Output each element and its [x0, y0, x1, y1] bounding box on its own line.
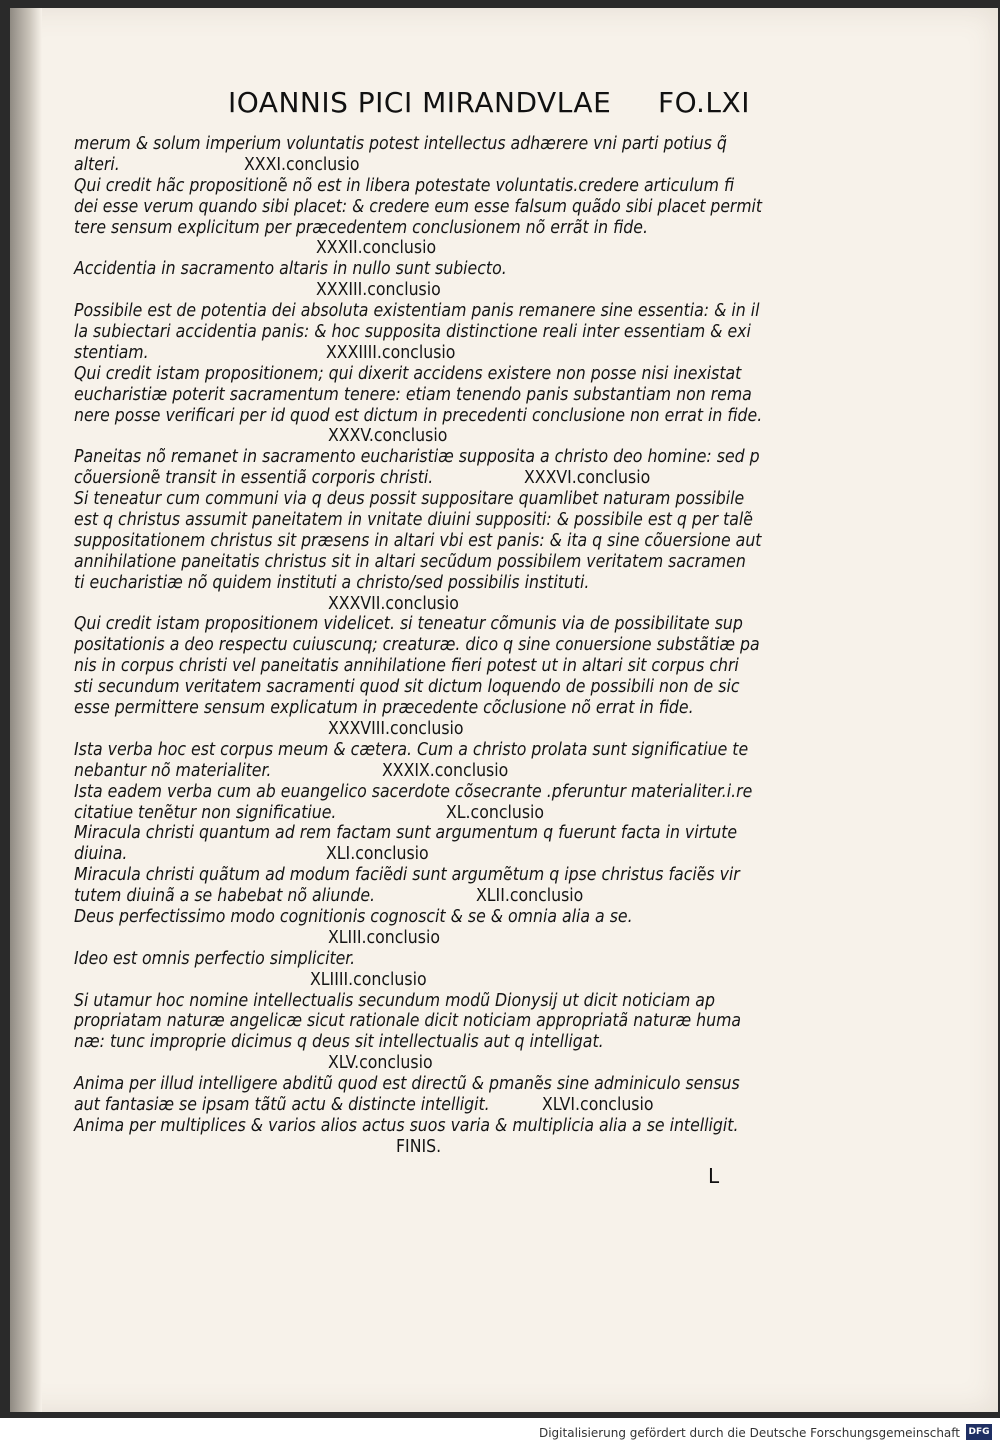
conclusio-heading: XLII.conclusio	[476, 886, 584, 907]
conclusio-heading: XXXIX.conclusio	[382, 760, 509, 781]
page-gutter	[10, 8, 42, 1412]
text-line	[74, 385, 764, 406]
conclusio-heading: XLIII.conclusio	[328, 927, 440, 948]
line-text: Si teneatur cum communi via q deus possit suppositare quamlibet naturam possibile	[74, 489, 745, 510]
text-line	[74, 1074, 764, 1095]
line-text: suppositationem christus sit præsens in altari vbi est panis: & ita q sine cõuersione aut	[74, 530, 762, 551]
funding-notice: Digitalisierung gefördert durch die Deutsche Forschungsgemeinschaft	[538, 1426, 960, 1440]
text-line	[74, 656, 764, 677]
line-text: sti secundum veritatem sacramenti quod sit dictum loquendo de possibili non de sic	[74, 677, 740, 698]
text-line	[74, 1137, 764, 1158]
line-text: positationis a deo respectu cuiuscunq; creaturæ. dico q sine conuersione substãtiæ pa	[74, 635, 760, 656]
line-text: est q christus assumit paneitatem in vnitate diuini suppositi: & possibile est q per talẽ	[74, 510, 753, 531]
running-title: IOANNIS PICI MIRANDVLAE	[228, 86, 612, 119]
folio-number: FO.LXI	[658, 86, 750, 119]
conclusio-heading: XXXIIII.conclusio	[326, 342, 456, 363]
text-line	[74, 698, 764, 719]
line-text: Deus perfectissimo modo cognitionis cognoscit & se & omnia alia a se.	[74, 906, 633, 927]
conclusio-heading: XL.conclusio	[446, 802, 545, 823]
line-text: nebantur nõ materialiter.	[74, 760, 272, 781]
conclusio-heading: XLVI.conclusio	[542, 1094, 654, 1115]
text-line	[74, 468, 764, 489]
line-text: Miracula christi quãtum ad modum faciẽdi sunt argumẽtum q ipse christus faciẽs vir	[74, 865, 740, 886]
text-line	[74, 155, 764, 176]
text-line	[74, 447, 764, 468]
text-line	[74, 594, 764, 615]
conclusio-heading: XXXIII.conclusio	[316, 280, 441, 301]
line-text: alteri.	[74, 154, 120, 175]
line-text: aut fantasiæ se ipsam tãtũ actu & distincte intelligit.	[74, 1094, 490, 1115]
text-line	[74, 614, 764, 635]
conclusio-heading: XLV.conclusio	[328, 1053, 433, 1074]
line-text: annihilatione paneitatis christus sit in altari secũdum possibilem veritatem sacramen	[74, 551, 746, 572]
line-text: diuina.	[74, 844, 128, 865]
signature-mark: L	[708, 1164, 720, 1188]
text-line	[74, 259, 764, 280]
text-line	[74, 176, 764, 197]
line-text: eucharistiæ poterit sacramentum tenere: etiam tenendo panis substantiam non rema	[74, 384, 752, 405]
text-line	[74, 844, 764, 865]
conclusio-heading: XXXVIII.conclusio	[328, 718, 464, 739]
text-line	[74, 865, 764, 886]
conclusio-heading: XXXI.conclusio	[244, 154, 360, 175]
line-text: Ideo est omnis perfectio simpliciter.	[74, 948, 356, 969]
text-line	[74, 907, 764, 928]
line-text: Si utamur hoc nomine intellectualis secundum modũ Dionysij ut dicit noticiam ap	[74, 990, 715, 1011]
text-line	[74, 928, 764, 949]
text-line	[74, 280, 764, 301]
line-text: cõuersionẽ transit in essentiã corporis christi.	[74, 468, 434, 489]
line-text: merum & solum imperium voluntatis potest intellectus adhærere vni parti potius q̃	[74, 134, 727, 154]
text-line	[74, 1095, 764, 1116]
footer-bar	[0, 1418, 1000, 1448]
text-line	[74, 677, 764, 698]
text-line	[74, 531, 764, 552]
line-text: tutem diuinã a se habebat nõ aliunde.	[74, 886, 376, 907]
conclusio-heading: XXXII.conclusio	[316, 238, 437, 259]
text-line	[74, 991, 764, 1012]
line-text: propriatam naturæ angelicæ sicut rationale dicit noticiam appropriatã naturæ huma	[74, 1011, 742, 1032]
text-line	[74, 197, 764, 218]
text-line	[74, 301, 764, 322]
text-line	[74, 510, 764, 531]
text-line	[74, 803, 764, 824]
line-text: ti eucharistiæ nõ quidem instituti a christo/sed possibilis instituti.	[74, 572, 590, 593]
dfg-logo: DFG	[966, 1424, 992, 1440]
text-line	[74, 782, 764, 803]
text-line	[74, 364, 764, 385]
text-line	[74, 343, 764, 364]
text-line	[74, 489, 764, 510]
line-text: Anima per illud intelligere abditũ quod est directũ & pmanẽs sine adminiculo sensus	[74, 1074, 740, 1095]
text-line	[74, 218, 764, 239]
text-line	[74, 886, 764, 907]
text-line	[74, 1011, 764, 1032]
text-line	[74, 949, 764, 970]
text-line	[74, 761, 764, 782]
conclusio-heading: XLI.conclusio	[326, 844, 429, 865]
text-line	[74, 1053, 764, 1074]
line-text: Miracula christi quantum ad rem factam sunt argumentum q fuerunt facta in virtute	[74, 823, 738, 844]
text-line	[74, 635, 764, 656]
text-line	[74, 406, 764, 427]
line-text: nis in corpus christi vel paneitatis annihilatione fieri potest ut in altari sit corpus chri	[74, 656, 739, 677]
text-line	[74, 823, 764, 844]
line-text: Paneitas nõ remanet in sacramento eucharistiæ supposita a christo deo homine: sed p	[74, 447, 760, 468]
text-line	[74, 238, 764, 259]
line-text: dei esse verum quando sibi placet: & credere eum esse falsum quãdo sibi placet permit	[74, 196, 763, 217]
conclusio-heading: XXXVII.conclusio	[328, 593, 459, 614]
text-line	[74, 719, 764, 740]
text-block	[74, 134, 764, 1158]
conclusio-heading: FINIS.	[396, 1136, 442, 1157]
running-header	[228, 86, 768, 132]
text-line	[74, 426, 764, 447]
line-text: tere sensum explicitum per præcedentem conclusionem nõ errãt in fide.	[74, 217, 648, 238]
text-line	[74, 1116, 764, 1137]
line-text: stentiam.	[74, 342, 149, 363]
line-text: Possibile est de potentia dei absoluta existentiam panis remanere sine essentia: & in il	[74, 301, 760, 322]
line-text: esse permittere sensum explicatum in præcedente cõclusione nõ errat in fide.	[74, 698, 694, 719]
line-text: Qui credit istam propositionem; qui dixerit accidens existere non posse nisi inexistat	[74, 363, 742, 384]
line-text: Qui credit hãc propositionẽ nõ est in libera potestate voluntatis.credere articulum fi	[74, 175, 735, 196]
text-line	[74, 552, 764, 573]
text-line	[74, 134, 764, 155]
text-line	[74, 1032, 764, 1053]
line-text: Ista eadem verba cum ab euangelico sacerdote cõsecrante .pferuntur materialiter.i.re	[74, 781, 753, 802]
line-text: Qui credit istam propositionem videlicet. si teneatur cõmunis via de possibilitate sup	[74, 614, 743, 635]
conclusio-heading: XXXVI.conclusio	[524, 468, 651, 489]
text-line	[74, 970, 764, 991]
text-line	[74, 573, 764, 594]
line-text: la subiectari accidentia panis: & hoc supposita distinctione reali inter essentiam & exi	[74, 322, 751, 343]
conclusio-heading: XLIIII.conclusio	[310, 969, 427, 990]
line-text: Accidentia in sacramento altaris in nullo sunt subiecto.	[74, 259, 507, 280]
conclusio-heading: XXXV.conclusio	[328, 426, 448, 447]
line-text: nere posse verificari per id quod est dictum in precedenti conclusione non errat in fide.	[74, 405, 763, 426]
line-text: Ista verba hoc est corpus meum & cætera. Cum a christo prolata sunt significatiue te	[74, 739, 749, 760]
line-text: citatiue tenẽtur non significatiue.	[74, 802, 337, 823]
line-text: Anima per multiplices & varios alios actus suos varia & multiplicia alia a se intelligit.	[74, 1115, 739, 1136]
line-text: næ: tunc improprie dicimus q deus sit intellectualis aut q intelligat.	[74, 1032, 604, 1053]
text-line	[74, 322, 764, 343]
text-line	[74, 740, 764, 761]
